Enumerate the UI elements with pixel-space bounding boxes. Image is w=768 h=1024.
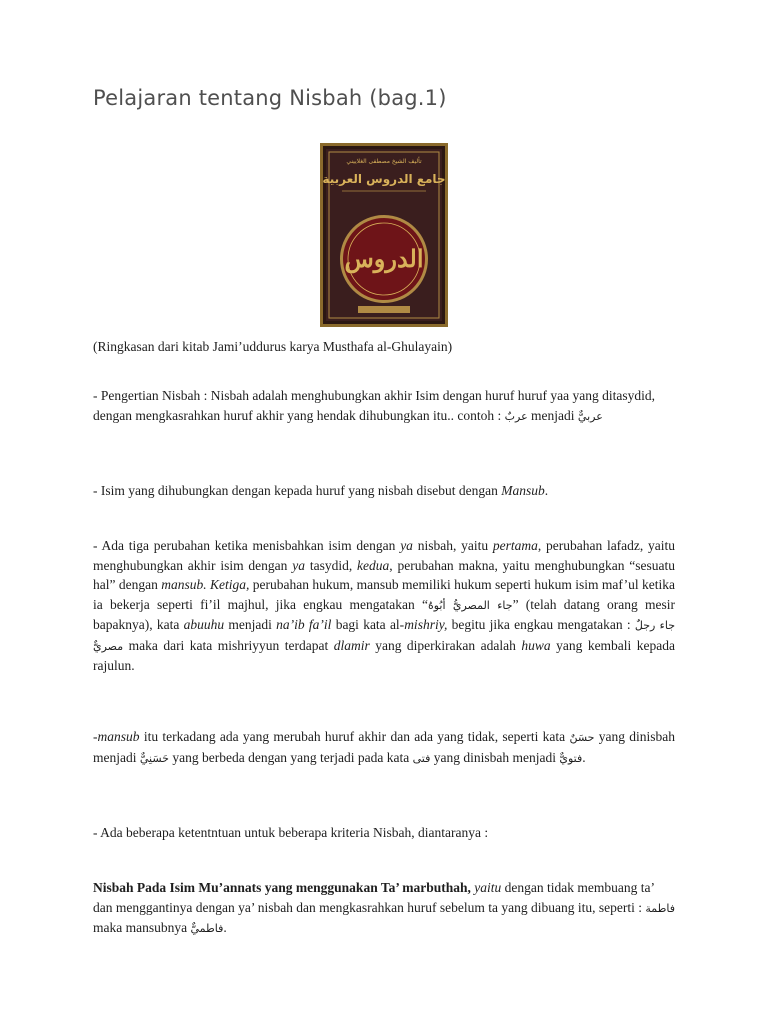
arabic-example: فاطمة xyxy=(645,901,675,915)
paragraph-muannats: Nisbah Pada Isim Mu’annats yang menggunakan Ta’ marbuthah, yaitu dengan tidak membuang ta’ dan menggantinya dengan ya’ nisbah dan mengkasrahkan huruf sebelum ta yang dibuang itu, seperti : فاطمة maka mansubnya فاطميٌّ. xyxy=(93,880,675,935)
page-title: Pelajaran tentang Nisbah (bag.1) xyxy=(93,86,447,110)
arabic-example: فتى xyxy=(412,751,431,765)
arabic-example: عربيٌّ xyxy=(577,409,603,423)
cover-author-text: تأليف الشيخ مصطفى الغلاييني xyxy=(346,158,422,165)
arabic-example: حَسَنِيٌّ xyxy=(139,751,169,765)
paragraph-three-changes: - Ada tiga perubahan ketika menisbahkan isim dengan ya nisbah, yaitu pertama, perubahan lafadz, yaitu menghubungkan akhir isim dengan ya tasydid, kedua, perubahan makna, yaitu menghubungkan “sesuatu hal” dengan mansub. Ketiga, perubahan hukum, mansub memiliki hukum seperti hukum isim maf’ul ketika ia bekerja seperti fi’il majhul, jika engkau mengatakan “جاء المصريُّ أبُوهُ” (telah datang orang mesir bapaknya), kata abuuhu menjadi na’ib fa’il bagi kata al-mishriy, begitu jika engkau mengatakan : جاء رجلٌ مصريٌّ maka dari kata mishriyyun terdapat dlamir yang diperkirakan adalah huwa yang kembali kepada rajulun. xyxy=(93,538,676,673)
arabic-example: عربٌ xyxy=(504,409,528,423)
cover-calligraphy: الدروس xyxy=(344,244,424,273)
paragraph-mansub-changes: -mansub itu terkadang ada yang merubah huruf akhir dan ada yang tidak, seperti kata حسَنٌ yang dinisbah menjadi حَسَنِيٌّ yang berbeda dengan yang terjadi pada kata فتى yang dinisbah menjadi فتويٌّ. xyxy=(93,729,676,765)
arabic-example: جاء المصريُّ أبُوهُ xyxy=(427,598,513,612)
subtitle-paragraph: (Ringkasan dari kitab Jami’uddurus karya Musthafa al-Ghulayain) xyxy=(93,339,453,354)
paragraph-definition: - Pengertian Nisbah : Nisbah adalah menghubungkan akhir Isim dengan huruf huruf yaa yang ditasydid, dengan mengkasrahkan huruf akhir yang hendak dihubungkan itu.. contoh : عربٌ menjadi عربيٌّ xyxy=(93,388,655,423)
cover-publisher-band xyxy=(358,306,410,313)
book-cover-image xyxy=(320,143,448,327)
arabic-example: فتويٌّ xyxy=(559,751,583,765)
paragraph-criteria: - Ada beberapa ketentntuan untuk beberapa kriteria Nisbah, diantaranya : xyxy=(93,825,489,840)
arabic-example: جاء رجلٌ مصريٌّ xyxy=(93,619,676,653)
arabic-example: فاطميٌّ xyxy=(190,922,224,935)
paragraph-mansub: - Isim yang dihubungkan dengan kepada huruf yang nisbah disebut dengan Mansub. xyxy=(93,483,549,498)
cover-title-text: جامع الدروس العربية xyxy=(322,172,446,186)
book-cover-art xyxy=(320,143,448,327)
arabic-example: حسَنٌ xyxy=(569,731,595,744)
